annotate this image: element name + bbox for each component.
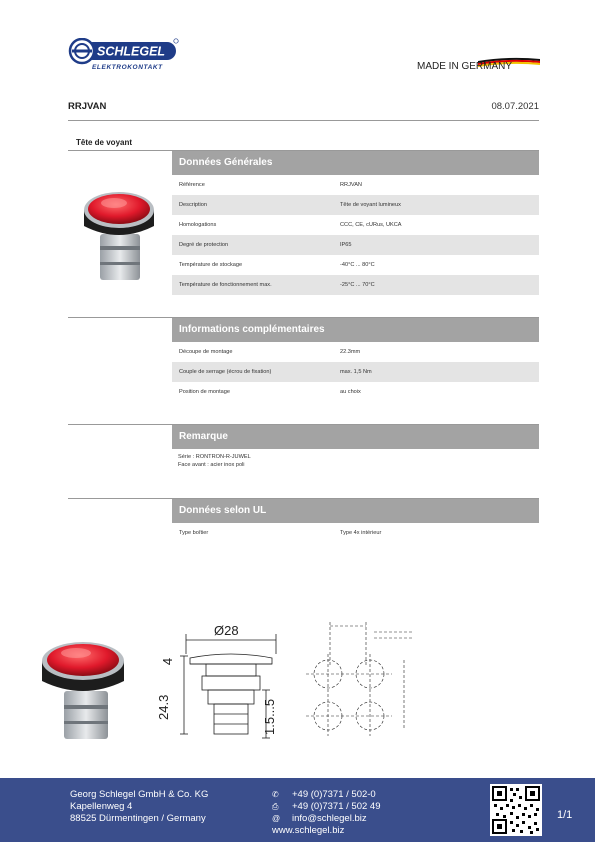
table-row [172, 255, 539, 275]
product-code: RRJVAN [68, 101, 107, 112]
row-key: Température de fonctionnement max. [179, 282, 272, 288]
row-key: Homologations [179, 222, 217, 228]
section-title-ul: Données selon UL [172, 499, 539, 523]
row-key: Type boîtier [179, 530, 209, 536]
email-icon: @ [272, 814, 281, 823]
row-value: max. 1,5 Nm [340, 369, 372, 375]
table-row [172, 235, 539, 255]
row-key: Découpe de montage [179, 349, 233, 355]
table-row [172, 342, 539, 362]
dimension-height-body: 24.3 [156, 694, 171, 720]
header-divider [68, 120, 539, 121]
footer [0, 778, 595, 842]
row-value: IP65 [340, 242, 352, 248]
remark-line: Face avant : acier inox poli [178, 462, 245, 468]
table-row [172, 175, 539, 195]
dimension-drawing-cutout [300, 618, 420, 742]
row-value: CCC, CE, cURus, UKCA [340, 222, 402, 228]
made-in-label: MADE IN GERMANY [417, 61, 513, 72]
dimension-height-top: 4 [160, 657, 176, 666]
footer-city: 88525 Dürmentingen / Germany [70, 813, 206, 824]
row-value: Type 4x intérieur [340, 530, 382, 536]
row-value: RRJVAN [340, 182, 362, 188]
table-row [172, 523, 539, 543]
footer-company: Georg Schlegel GmbH & Co. KG [70, 789, 209, 800]
qr-code [490, 784, 542, 836]
row-key: Référence [179, 182, 205, 188]
row-value: -40°C ... 80°C [340, 262, 375, 268]
remark-line: Série : RONTRON-R-JUWEL [178, 454, 251, 460]
page-number: 1/1 [557, 809, 573, 821]
row-key: Degré de protection [179, 242, 229, 248]
table-row [172, 215, 539, 235]
phone-icon: ✆ [272, 790, 279, 799]
row-key: Température de stockage [179, 262, 243, 268]
brand-name: SCHLEGEL [97, 44, 166, 59]
document-date: 08.07.2021 [491, 101, 539, 112]
table-row [172, 362, 539, 382]
table-row [172, 275, 539, 295]
product-type: Tête de voyant [76, 138, 133, 147]
row-value: Tête de voyant lumineux [340, 202, 401, 208]
table-row [172, 195, 539, 215]
table-row [172, 382, 539, 402]
dimension-diameter: Ø28 [214, 623, 239, 638]
product-photo-bottom [38, 633, 128, 743]
section-title-general: Données Générales [172, 151, 539, 175]
row-key: Couple de serrage (écrou de fixation) [179, 369, 272, 375]
row-value: -25°C ... 70°C [340, 282, 375, 288]
footer-fax: +49 (0)7371 / 502 49 [292, 801, 381, 812]
footer-website[interactable]: www.schlegel.biz [272, 825, 345, 836]
section-title-complementary: Informations complémentaires [172, 318, 539, 342]
row-value: 22.3mm [340, 349, 361, 355]
footer-phone: +49 (0)7371 / 502-0 [292, 789, 376, 800]
footer-street: Kapellenweg 4 [70, 801, 133, 812]
fax-icon: ⎙ [272, 802, 279, 811]
row-key: Position de montage [179, 389, 230, 395]
brand-subtitle: ELEKTROKONTAKT [92, 64, 163, 71]
product-photo-top [78, 172, 160, 284]
row-key: Description [179, 202, 207, 208]
dimension-thread: 1.5...5 [262, 698, 277, 735]
footer-email[interactable]: info@schlegel.biz [292, 813, 367, 824]
section-title-remark: Remarque [172, 425, 539, 449]
row-value: au choix [340, 389, 361, 395]
